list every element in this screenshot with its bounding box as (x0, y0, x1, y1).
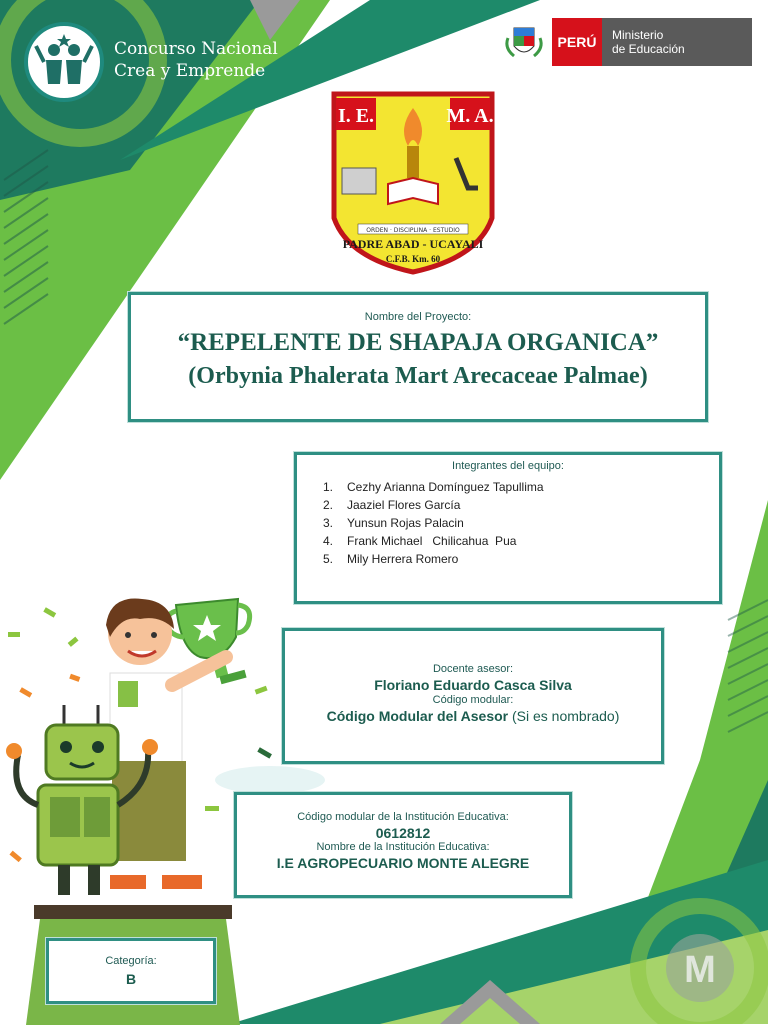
team-list (323, 478, 719, 568)
member-number: 5. (323, 552, 334, 566)
project-card (128, 292, 708, 422)
project-title: “REPELENTE DE SHAPAJA ORGANICA” (177, 329, 659, 356)
team-member (323, 532, 719, 550)
member-name: Yunsun Rojas Palacin (347, 516, 464, 530)
contest-title-line1: Concurso Nacional (114, 39, 278, 59)
crest-motto: ORDEN · DISCIPLINA · ESTUDIO (366, 227, 460, 234)
advisor-code-note: (Si es nombrado) (508, 708, 620, 724)
crest-right-letters: M. A. (446, 105, 494, 127)
contest-logo (24, 22, 324, 102)
crest-left-letters: I. E. (337, 105, 375, 127)
member-name: Cezhy Arianna Domínguez Tapullima (347, 480, 544, 494)
m-badge-letter: M (684, 949, 716, 991)
category-value: B (125, 971, 137, 987)
member-number: 1. (323, 480, 334, 494)
crest-place: PADRE ABAD - UCAYALI (342, 237, 484, 251)
member-name: Frank Michael Chilicahua Pua (347, 534, 517, 548)
project-scientific-name: (Orbynia Phalerata Mart Arecaceae Palmae) (188, 363, 648, 389)
contest-title-line2: Crea y Emprende (114, 61, 266, 81)
institution-code-label: Código modular de la Institución Educativa: (297, 811, 509, 823)
advisor-name: Floriano Eduardo Casca Silva (374, 677, 572, 693)
category-card (46, 938, 216, 1004)
category-label: Categoría: (105, 955, 157, 967)
pedestal-top (34, 905, 232, 919)
team-member (323, 550, 719, 568)
peru-label: PERÚ (552, 18, 602, 66)
peru-coat-of-arms-icon (500, 18, 548, 66)
computer-icon (342, 168, 376, 194)
member-number: 2. (323, 498, 334, 512)
team-member (323, 478, 719, 496)
school-crest (328, 88, 498, 276)
institution-name: I.E AGROPECUARIO MONTE ALEGRE (276, 855, 530, 871)
ministry-name (602, 18, 752, 66)
institution-card (234, 792, 572, 898)
advisor-label: Docente asesor: (432, 663, 514, 675)
team-card (294, 452, 722, 604)
member-number: 4. (323, 534, 334, 548)
member-number: 3. (323, 516, 334, 530)
children-icon (24, 22, 104, 102)
institution-code: 0612812 (375, 825, 431, 841)
project-label: Nombre del Proyecto: (364, 311, 472, 323)
team-member (323, 514, 719, 532)
crest-subtitle: C.F.B. Km. 60 (385, 254, 441, 264)
institution-name-label: Nombre de la Institución Educativa: (316, 841, 490, 853)
ministry-line2: de Educación (612, 42, 685, 56)
advisor-card (282, 628, 664, 764)
advisor-code (285, 708, 661, 724)
advisor-code-value: Código Modular del Asesor (326, 708, 509, 724)
team-member (323, 496, 719, 514)
ministry-line1: Ministerio (612, 28, 664, 42)
torch-icon (407, 146, 419, 178)
member-name: Mily Herrera Romero (347, 552, 459, 566)
team-label: Integrantes del equipo: (452, 460, 564, 472)
member-name: Jaaziel Flores García (347, 498, 461, 512)
ministry-logo (500, 18, 752, 68)
advisor-code-label: Código modular: (432, 694, 514, 706)
